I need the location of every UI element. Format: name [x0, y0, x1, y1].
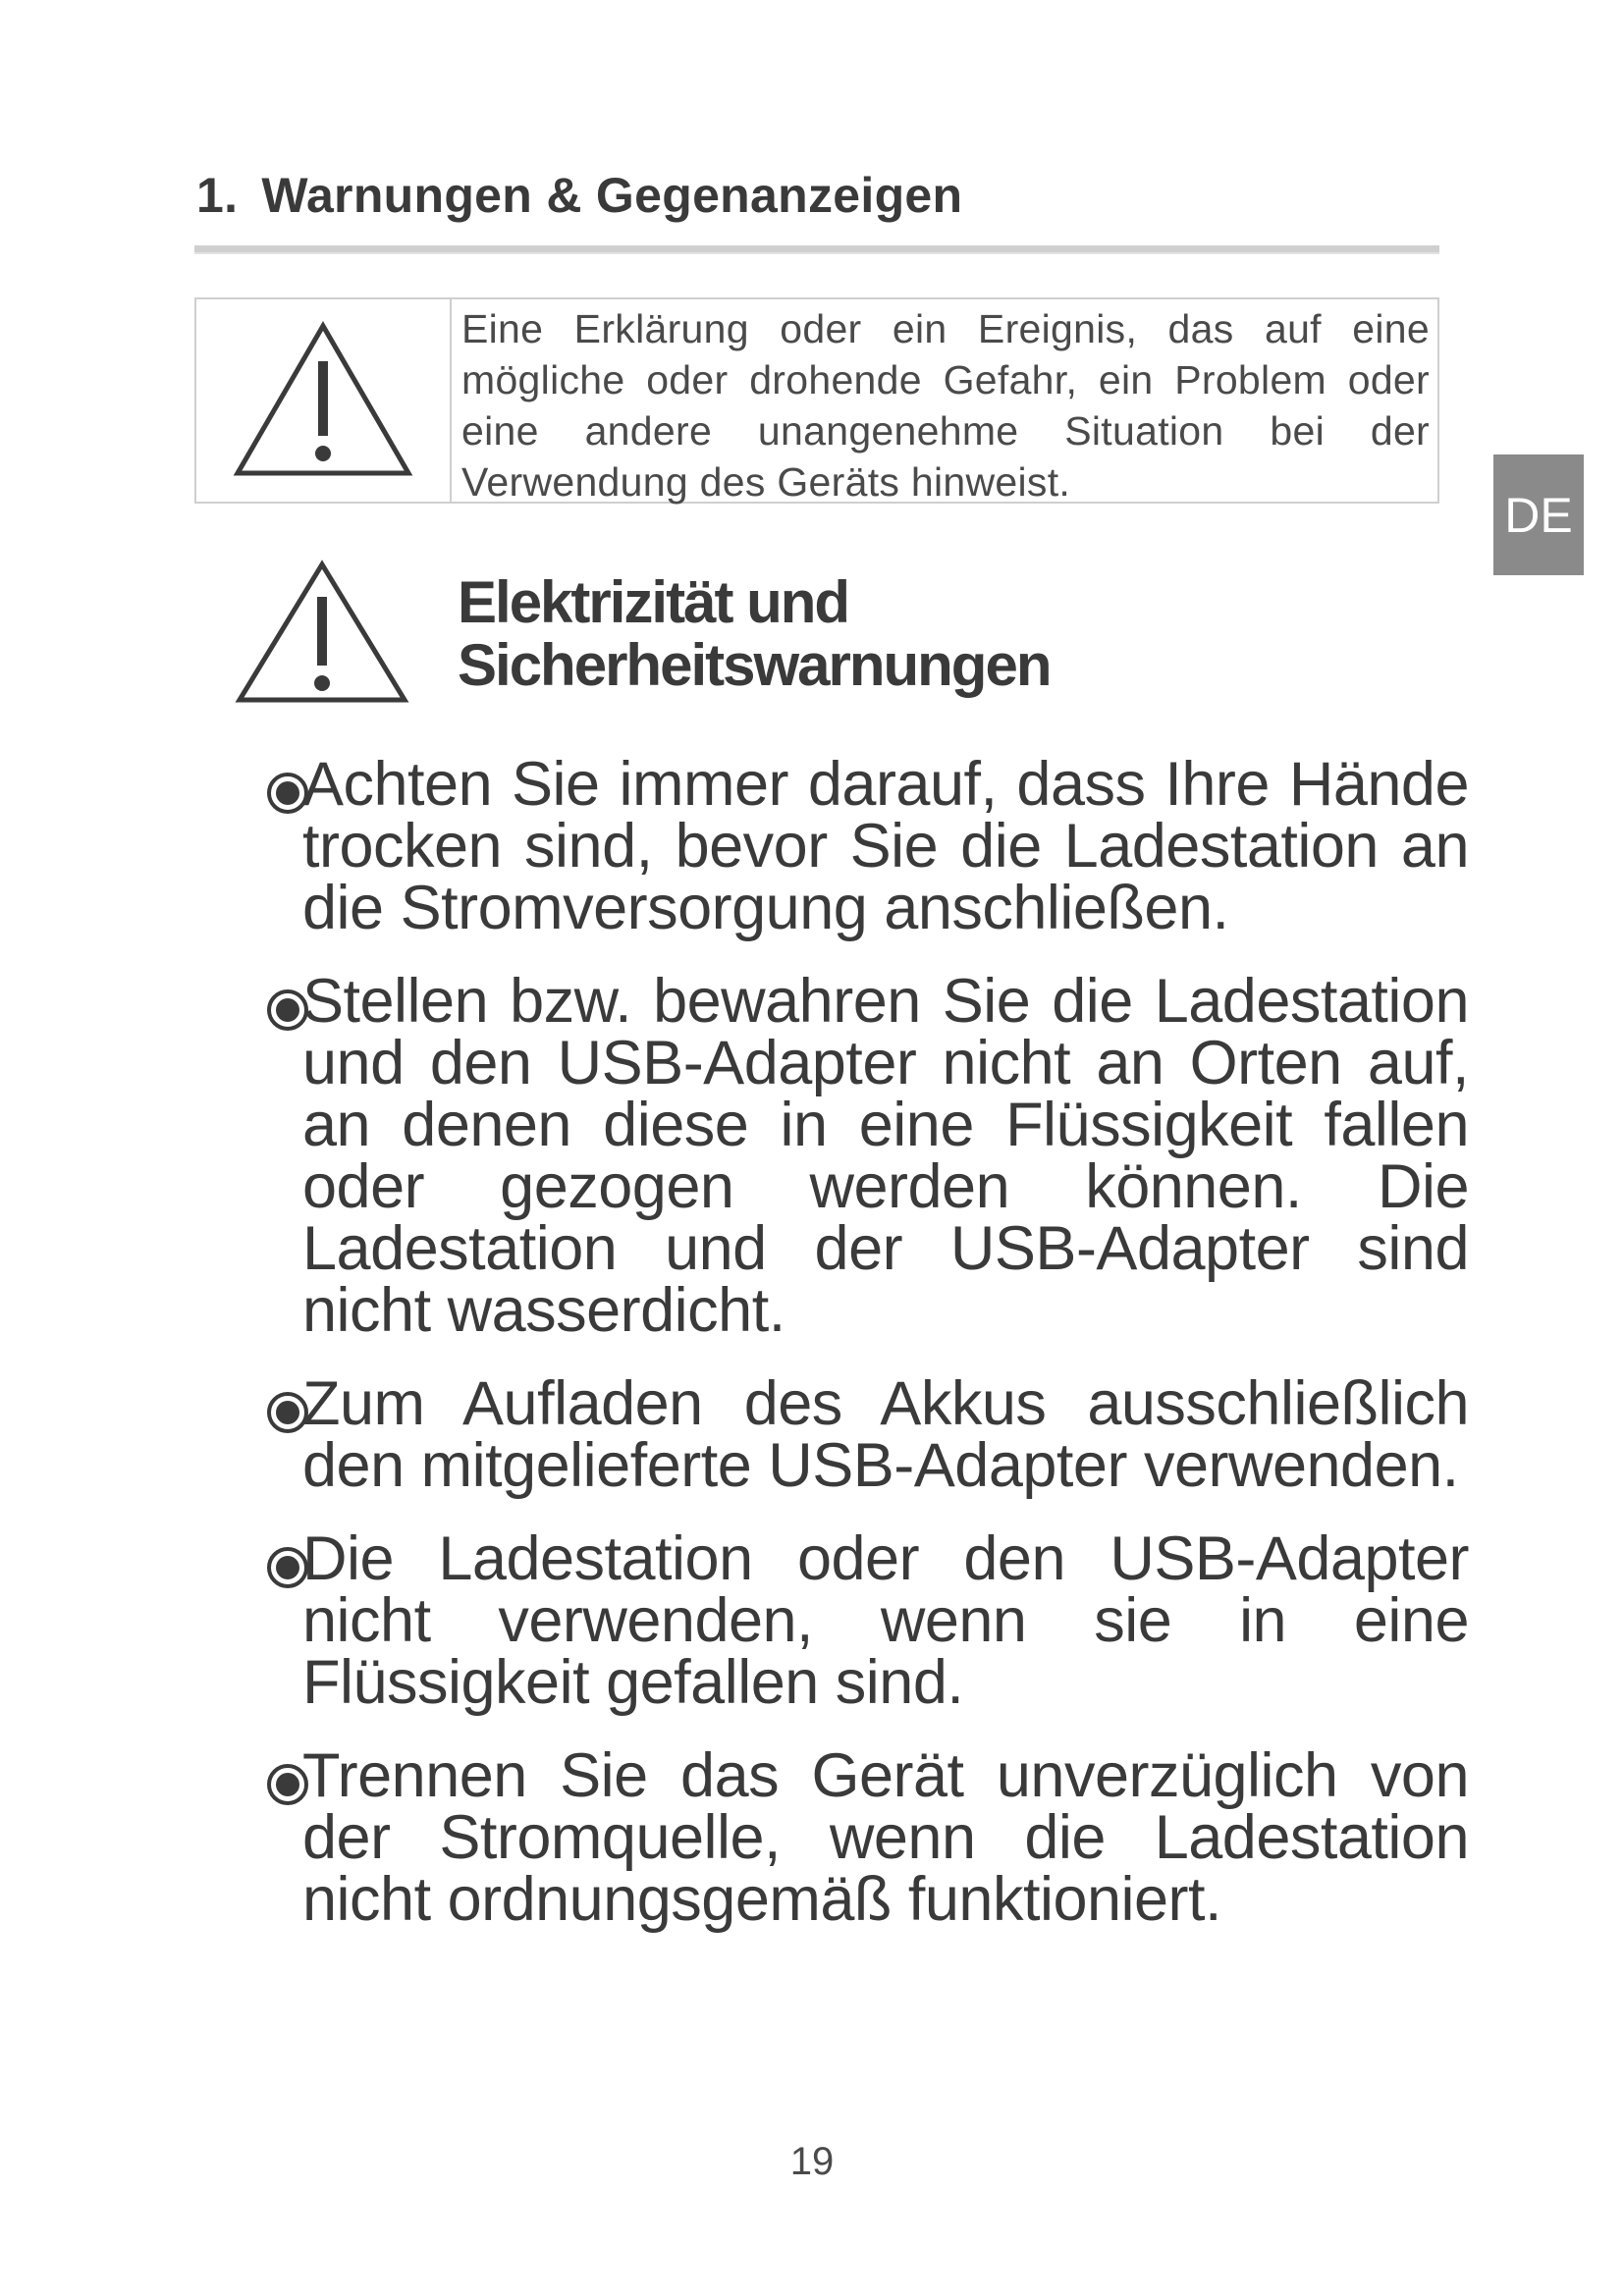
language-tab: DE	[1493, 454, 1584, 575]
bullet-circle-icon	[265, 1762, 310, 1807]
bullet-circle-icon	[265, 771, 310, 816]
warning-heading-line1: Elektrizität und	[458, 569, 849, 635]
list-item	[265, 1524, 1469, 1717]
warning-heading	[458, 571, 1050, 697]
safety-warning-list	[265, 750, 1469, 1962]
list-item	[265, 750, 1469, 942]
bullet-circle-icon	[265, 1390, 310, 1435]
bullet-circle-icon	[265, 1545, 310, 1590]
list-item	[265, 1369, 1469, 1500]
list-item-text: Zum Aufladen des Akkus ausschließlich den mitgelieferte USB-Adapter verwenden.	[302, 1369, 1469, 1500]
list-item	[265, 967, 1469, 1345]
bullet-circle-icon	[265, 988, 310, 1033]
section-number: 1.	[196, 168, 239, 223]
list-item	[265, 1741, 1469, 1934]
warning-triangle-icon	[232, 320, 414, 481]
title-divider	[194, 245, 1439, 254]
list-item-text: Trennen Sie das Gerät unverzüglich von der Stromquelle, wenn die Ladestation nicht ordnungsgemäß funktioniert.	[302, 1741, 1469, 1934]
list-item-text: Achten Sie immer darauf, dass Ihre Hände trocken sind, bevor Sie die Ladestation an die Stromversorgung anschließen.	[302, 750, 1469, 942]
warning-heading-line2: Sicherheitswarnungen	[458, 632, 1051, 698]
list-item-text: Die Ladestation oder den USB-Adapter nicht verwenden, wenn sie in eine Flüssigkeit gefallen sind.	[302, 1524, 1469, 1717]
warning-triangle-icon	[234, 560, 410, 707]
warning-legend-box	[194, 297, 1439, 504]
list-item-text: Stellen bzw. bewahren Sie die Ladestation und den USB-Adapter nicht an Orten auf, an denen diese in eine Flüssigkeit fallen oder gezogen werden können. Die Ladestation und der USB-Adapter sind nicht wasserdicht.	[302, 967, 1469, 1345]
legend-icon-cell	[196, 299, 452, 502]
section-title	[196, 167, 962, 224]
legend-text: Eine Erklärung oder ein Ereignis, das auf eine mögliche oder drohende Gefahr, ein Problem oder eine andere unangenehme Situation bei der Verwendung des Geräts hinweist.	[461, 306, 1430, 505]
page-number: 19	[789, 2140, 835, 2183]
section-title-text: Warnungen & Gegenanzeigen	[261, 168, 963, 223]
